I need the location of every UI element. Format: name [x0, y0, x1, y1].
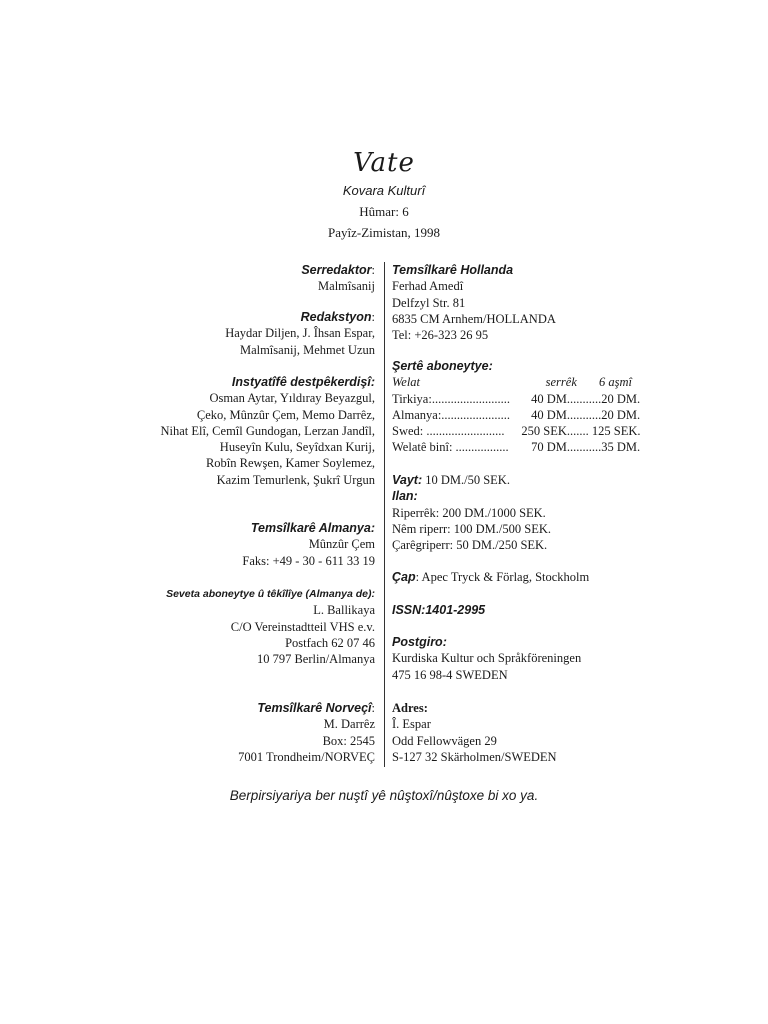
- price-year: 40 DM.: [531, 391, 570, 406]
- price-halfyear: ..........20 DM.: [570, 407, 641, 422]
- norvec-line: M. Darrêz: [323, 717, 375, 732]
- instyattfe-block: [45, 374, 375, 488]
- price-col-country: Welat: [392, 375, 421, 390]
- adres-block: [392, 700, 632, 765]
- price-row: [392, 423, 641, 439]
- price-year: 70 DM.: [531, 440, 570, 455]
- ilan-line: Riperrêk: 200 DM./1000 SEK.: [392, 505, 546, 520]
- price-row: [392, 407, 641, 423]
- postgiro-block: [392, 634, 632, 683]
- seveta-line: L. Ballikaya: [313, 603, 375, 618]
- price-row: [392, 439, 641, 455]
- price-country: Welatê binî: .................: [392, 440, 509, 455]
- cap-block: Çap: Apec Tryck & Förlag, Stockholm: [392, 570, 590, 584]
- seveta-line: C/O Vereinstadtteil VHS e.v.: [230, 619, 375, 634]
- serredaktor-heading: Serredaktor: [301, 263, 372, 277]
- hollanda-heading: Temsîlkarê Hollanda: [392, 263, 514, 277]
- price-halfyear: ..........35 DM.: [570, 440, 641, 455]
- norvec-line: 7001 Trondheim/NORVEÇ: [238, 749, 375, 764]
- redakstyon-block: Redakstyon: Haydar Diljen, J. Îhsan Espar, Malmîsanij, Mehmet Uzun: [45, 309, 375, 358]
- redakstyon-heading: Redakstyon: [300, 310, 372, 324]
- ilan-line: Çarêgriperr: 50 DM./250 SEK.: [392, 538, 548, 553]
- instyattfe-heading: Instyatîfê destpêkerdişî:: [231, 375, 375, 389]
- postgiro-line: Kurdiska Kultur och Språkföreningen: [392, 651, 582, 666]
- almanya-block: [45, 520, 375, 569]
- price-country: Almanya:......................: [392, 407, 511, 422]
- serredaktor-name: Malmîsanij: [318, 279, 375, 294]
- price-col-year: serrêk: [545, 375, 577, 390]
- postgiro-heading: Postgiro:: [392, 635, 447, 649]
- responsibility-note: Berpirsiyariya ber nuştî yê nûştoxî/nûştoxe bi xo ya.: [229, 788, 539, 803]
- instyattfe-line: Osman Aytar, Yıldıray Beyazgul,: [209, 391, 375, 406]
- hollanda-line: Delfzyl Str. 81: [392, 295, 466, 310]
- price-halfyear: ..........20 DM.: [570, 391, 641, 406]
- hollanda-line: Ferhad Amedî: [392, 279, 464, 294]
- issn: ISSN:1401-2995: [392, 603, 486, 617]
- redakstyon-line: Malmîsanij, Mehmet Uzun: [239, 342, 375, 357]
- aboneytye-block: [392, 358, 641, 456]
- adres-line: S-127 32 Skärholmen/SWEDEN: [392, 749, 557, 764]
- seveta-heading: Seveta aboneytye û têkîlîye (Almanya de):: [166, 588, 375, 600]
- price-year: 250 SEK.: [521, 424, 570, 439]
- vayt-label: Vayt:: [392, 473, 423, 487]
- price-header-row: [392, 374, 632, 390]
- seveta-line: 10 797 Berlin/Almanya: [256, 652, 375, 667]
- price-year: 40 DM.: [531, 407, 570, 422]
- issn-block: [392, 602, 632, 618]
- price-row: [392, 391, 641, 407]
- price-col-halfyear: 6 aşmî: [599, 375, 632, 390]
- instyattfe-line: Huseyîn Kulu, Seyîdxan Kurij,: [219, 440, 375, 455]
- issue-season: Payîz-Zimistan, 1998: [328, 225, 440, 240]
- almanya-line: Mûnzûr Çem: [308, 537, 375, 552]
- cap-label: Çap: [392, 570, 416, 584]
- instyattfe-line: Kazim Temurlenk, Şukrî Urgun: [216, 472, 375, 487]
- serredaktor-block: Serredaktor: Malmîsanij: [45, 262, 375, 295]
- price-halfyear: ...... 125 SEK.: [570, 424, 641, 439]
- price-country: Tirkiya:.........................: [392, 391, 510, 406]
- ilan-line: Nêm riperr: 100 DM./500 SEK.: [392, 521, 552, 536]
- seveta-block: [45, 586, 375, 667]
- norvec-line: Box: 2545: [322, 733, 375, 748]
- column-divider: [384, 262, 385, 767]
- instyattfe-line: Nihat Elî, Cemîl Gundogan, Lerzan Jandîl,: [160, 423, 375, 438]
- instyattfe-line: Robîn Rewşen, Kamer Soylemez,: [205, 456, 375, 471]
- issue-number: Hûmar: 6: [359, 204, 409, 219]
- magazine-title: Vate: [353, 148, 415, 178]
- hollanda-line: 6835 CM Arnhem/HOLLANDA: [392, 311, 556, 326]
- adres-heading: Adres:: [392, 701, 428, 715]
- cap-value: Apec Tryck & Förlag, Stockholm: [421, 570, 590, 584]
- hollanda-phone: Tel: +26-323 26 95: [392, 328, 489, 343]
- almanya-fax: Faks: +49 - 30 - 611 33 19: [242, 553, 375, 568]
- adres-line: Odd Fellowvägen 29: [392, 733, 497, 748]
- redakstyon-line: Haydar Diljen, J. Îhsan Espar,: [225, 326, 375, 341]
- aboneytye-heading: Şertê aboneytye:: [392, 359, 493, 373]
- vayt-ilan-block: [392, 472, 632, 553]
- ilan-heading: Ilan:: [392, 489, 418, 504]
- magazine-subtitle: Kovara Kulturî: [342, 183, 426, 198]
- postgiro-number: 475 16 98-4 SWEDEN: [392, 667, 508, 682]
- adres-line: Î. Espar: [392, 717, 431, 732]
- seveta-line: Postfach 62 07 46: [285, 635, 375, 650]
- price-country: Swed: .........................: [392, 424, 505, 439]
- instyattfe-line: Çeko, Mûnzûr Çem, Memo Darrêz,: [196, 407, 375, 422]
- hollanda-block: [392, 262, 632, 343]
- almanya-heading: Temsîlkarê Almanya:: [250, 521, 375, 535]
- vayt-value: 10 DM./50 SEK.: [425, 473, 510, 487]
- norvec-heading: Temsîlkarê Norveçî: [257, 701, 372, 715]
- norvec-block: Temsîlkarê Norveçî: M. Darrêz Box: 2545 7001 Trondheim/NORVEÇ: [45, 700, 375, 765]
